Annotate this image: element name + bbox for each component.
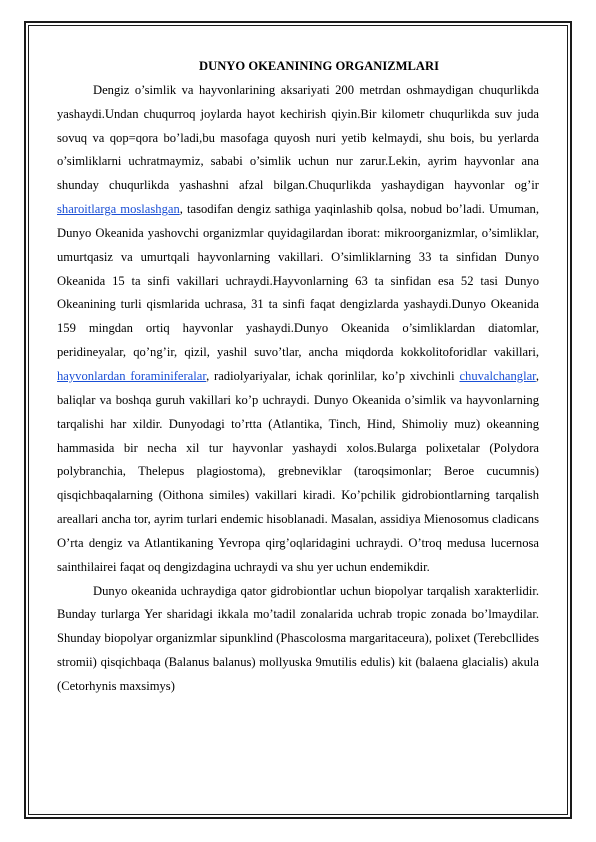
paragraph-1-text-4: , baliqlar va boshqa guruh vakillari ko’p uchraydi. Dunyo Okeanida o’simlik va hayvonlarning tarqalishi har xildir. Dunyodagi to’rtta (Atlantika, Tinch, Hind, Shimoliy muz) okeanning hammasida bir necha xil tur hayvonlar yashaydi xolos.Bularga polixetalar (Polydora polybranchia, Thelepus plagiostoma), grebneviklar (taroqsimonlar; Beroe cucumnis) qisqichbaqalarning (Oithona similes) vakillari kiradi. Ko’pchilik gidrobiontlarning tarqalish areallari ancha tor, ayrim turlari endemic hisoblanadi. Masalan, assidiya Mienosomus cladicans O’rta dengiz va Atlantikaning Yevropa qirg’oqlaridagini uchraydi. O’troq medusa lucernosa sainthilairei faqat oq dengizdagina uchraydi va shu yer uchun endemikdir. [57,368,540,574]
paragraph-2-text-1: Dunyo okeanida uchraydiga qator gidrobiontlar uchun biopolyar tarqalish xarakterlidir. Bunday turlarga Yer sharidagi ikkala mo’tadil zonalarida uchrab tropic zonada bo’lmaydilar. Shunday biopolyar organizmlar sipunklind (Phascolosma margaritaceura), polixet (Terebcllides stromii) qisqichbaqa (Balanus balanus) mollyuska 9mutilis edulis) kit (balaena glacialis) akula (Cetorhynis maxsimys) [57,583,539,693]
paragraph-1-text-2: , tasodifan dengiz sathiga yaqinlashib qolsa, nobud bo’ladi. Umuman, Dunyo Okeanida yashovchi organizmlar quyidagilardan iborat: mikroorganizmlar, o’simliklar, umurtqasiz va umurtqali hayvonlarning vakillari. O’simliklarning 33 ta sinfidan Dunyo Okeanida 15 ta sinfi vakillari uchraydi.Hayvonlarning 63 ta sinfidan esa 52 tasi Dunyo Okeanining turli qismlarida uchrasa, 31 ta sinfi faqat dengizlarda yashaydi.Dunyo Okeanida 159 mingdan ortiq hayvonlar yashaydi.Dunyo Okeanida o’simliklardan diatomlar, peridineyalar, qo’ng’ir, qizil, yashil suvo’tlar, ancha miqdorda kokkolitoforidlar vakillari, [57,202,539,360]
link-chuvalchanglar[interactable]: chuvalchanglar [459,368,536,383]
paragraph-1-text-3: , radiolyariyalar, ichak qorinlilar, ko’p xivchinli [206,368,455,383]
document-body [57,55,539,699]
paragraph-2 [57,580,539,699]
link-hayvonlardan-foraminiferalar[interactable]: hayvonlardan foraminiferalar [57,368,207,383]
document-title: DUNYO OKEANINING ORGANIZMLARI [199,59,439,73]
paragraph-1 [57,79,539,580]
paragraph-1-text-1: Dengiz o’simlik va hayvonlarining aksariyati 200 metrdan oshmaydigan chuqurlikda yashaydi.Undan chuqurroq joylarda hayot kechirish qiyin.Bir kilometr chuqurlikda suv juda sovuq va qop=qora bo’ladi,bu masofaga quyosh nuri yetib kelmaydi, shu bois, bu yerlarda o’simliklarni uchratmaymiz, sababi o’simlik uchun nur zarur.Lekin, ayrim hayvonlar ana shunday chuqurlikda yashashni afzal bilgan.Chuqurlikda yashaydigan hayvonlar og’ir [57,82,539,193]
link-sharoitlarga-moslashgan[interactable]: sharoitlarga moslashgan [57,202,180,217]
